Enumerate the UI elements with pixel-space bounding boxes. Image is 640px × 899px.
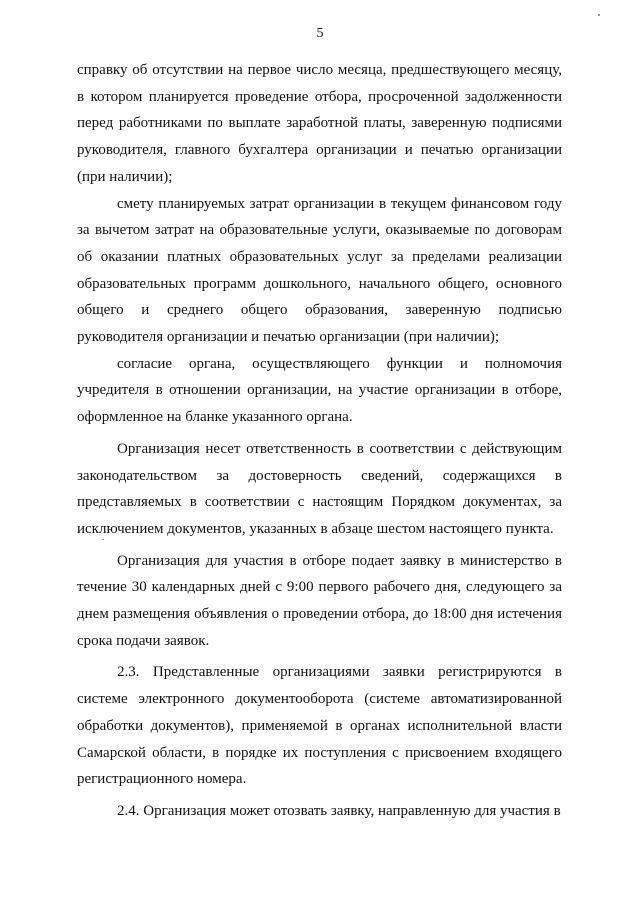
document-body	[77, 57, 562, 825]
paragraph-founder-consent: согласие органа, осуществляющего функции и полномочия учредителя в отношении организации, на участие организации в отборе, оформленное на бланке указанного органа.	[77, 355, 562, 426]
paragraph-cost-estimate: смету планируемых затрат организации в текущем финансовом году за вычетом затрат на образовательные услуги, оказываемые по договорам об оказании платных образовательных услуг за пределами реализации образовательных программ дошкольного, начального общего, основного общего и среднего общего образования, заверенную подписью руководителя организации и печатью организации (при наличии);	[77, 195, 562, 346]
paragraph-salary-debt-certificate: справку об отсутствии на первое число месяца, предшествующего месяцу, в котором планируется проведение отбора, просроченной задолженности перед работниками по выплате заработной платы, заверенную подписями руководителя, главного бухгалтера организации и печатью организации (при наличии);	[77, 62, 562, 185]
page-number: 5	[316, 26, 324, 41]
paragraph-2-3-registration: 2.3. Представленные организациями заявки регистрируются в системе электронного документооборота (системе автоматизированной обработки документов), применяемой в органах исполнительной власти Самарской области, в порядке их поступления с присвоением входящего регистрационного номера.	[77, 664, 562, 788]
paragraph-2-4-withdrawal: 2.4. Организация может отозвать заявку, направленную для участия в	[117, 802, 561, 819]
paragraph-application-deadline: Организация для участия в отборе подает заявку в министерство в течение 30 календарных дней с 9:00 первого рабочего дня, следующего за днем размещения объявления о проведении отбора, до 18:00 дня истечения срока подачи заявок.	[77, 552, 562, 649]
scan-speck	[598, 14, 600, 16]
scan-speck	[102, 539, 104, 540]
paragraph-responsibility: Организация несет ответственность в соответствии с действующим законодательством за достоверность сведений, содержащихся в представляемых в соответствии с настоящим Порядком документах, за исключением документов, указанных в абзаце шестом настоящего пункта.	[77, 440, 562, 537]
